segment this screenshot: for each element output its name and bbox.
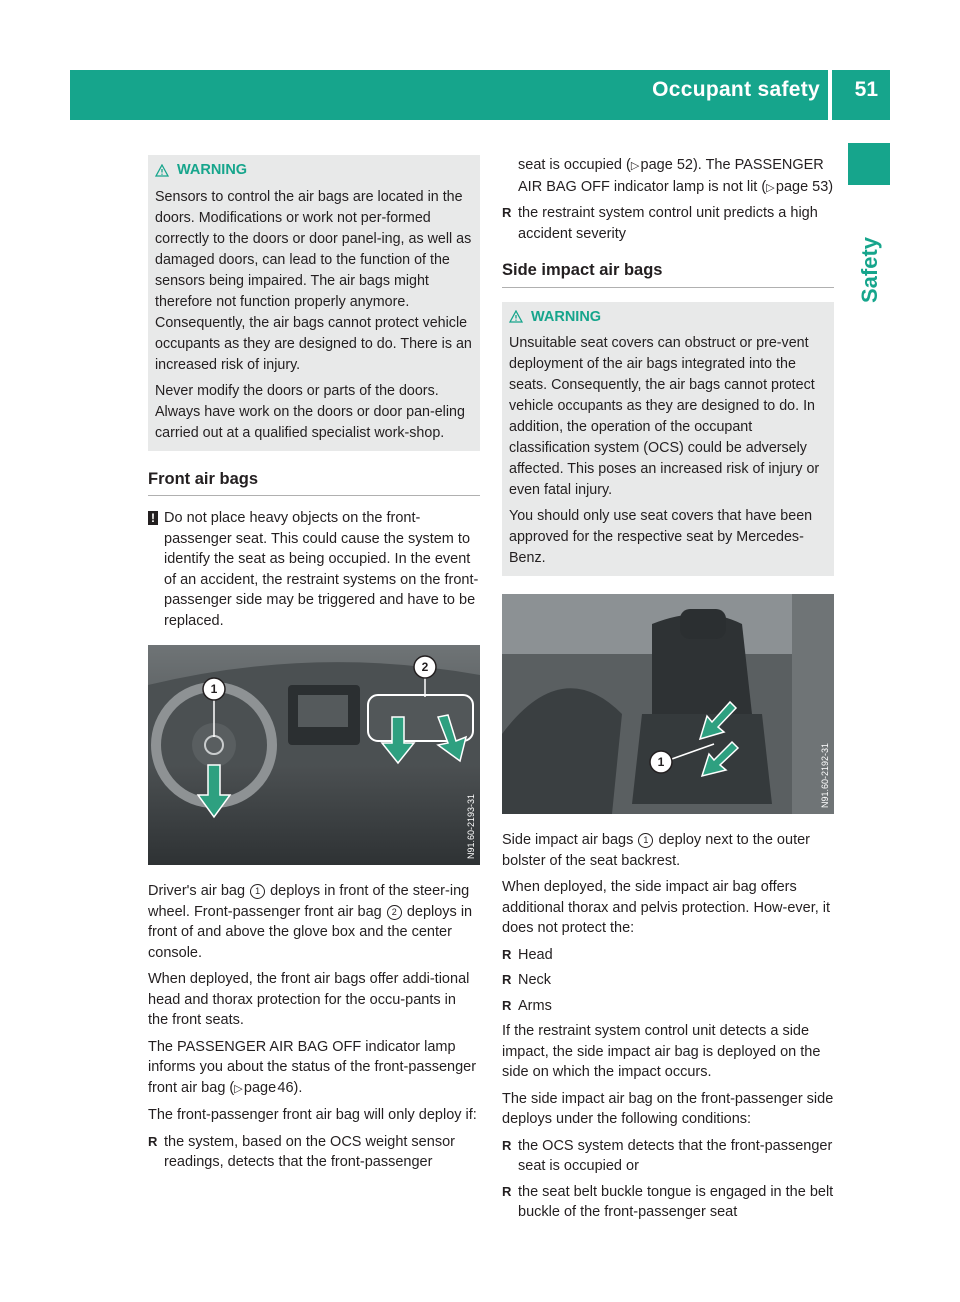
- callout-1: 1: [657, 755, 665, 769]
- page-ref-arrow-icon: ▷: [766, 181, 775, 194]
- list-item: R the system, based on the OCS weight sensor readings, detects that the front-passenger: [148, 1132, 480, 1173]
- warning-box-doors: [148, 155, 480, 451]
- side-tab-label: Safety: [857, 236, 882, 304]
- warning-text: Sensors to control the air bags are located in the doors. Modifications or work not per-formed correctly to the doors or door panel-ing, as well as damaged doors, can lead to the function of the sensors being impaired. The air bags might therefore not function properly anymore. Consequently, the air bags cannot protect vehicle occupants as they are designed to do. There is an increased risk of injury.: [155, 188, 472, 373]
- callout-ref: 2: [387, 905, 402, 920]
- figure-side-air-bag: [502, 594, 834, 814]
- callout-2: 2: [421, 660, 429, 674]
- figure-code: N91.60-2192-31: [820, 742, 830, 808]
- warning-box-seat-covers: [502, 302, 834, 577]
- header-divider: [828, 70, 832, 120]
- list-item: R the OCS system detects that the front-passenger seat is occupied or: [502, 1136, 834, 1177]
- side-marker: [848, 143, 890, 185]
- note-heavy-objects: ! Do not place heavy objects on the front-passenger seat. This could cause the system to identify the seat as being occupied. In the event of an accident, the restraint systems on the front-passenger side may be triggered and have to be replaced.: [148, 508, 480, 631]
- paragraph: The PASSENGER AIR BAG OFF indicator lamp informs you about the status of the front-passenger front air bag (▷ page 46).: [148, 1038, 477, 1096]
- warning-triangle-icon: [509, 310, 523, 323]
- callout-ref: 1: [638, 833, 653, 848]
- left-column: [148, 155, 480, 1178]
- list-item: R the seat belt buckle tongue is engaged in the belt buckle of the front-passenger seat: [502, 1182, 834, 1223]
- warning-text: Never modify the doors or parts of the doors. Always have work on the doors or door pan-eling carried out at a qualified specialist work-shop.: [155, 382, 465, 441]
- list-item-continued: seat is occupied (▷ page 52). The PASSENGER AIR BAG OFF indicator lamp is not lit (▷ page 53): [518, 157, 834, 195]
- page-number: 51: [854, 78, 878, 101]
- page-ref-arrow-icon: ▷: [630, 160, 640, 172]
- paragraph: If the restraint system control unit detects a side impact, the side impact air bag is deployed on the side on which the impact occurs.: [502, 1023, 821, 1080]
- warning-title: WARNING: [155, 160, 473, 181]
- right-column: [502, 155, 834, 1228]
- paragraph: Side impact air bags 1 deploy next to the outer bolster of the seat backrest.: [502, 832, 810, 869]
- exclamation-icon: !: [148, 511, 158, 525]
- header-bar: [70, 70, 890, 120]
- list-item: R Head: [502, 945, 834, 966]
- list-item: R Arms: [502, 996, 834, 1017]
- warning-text: Unsuitable seat covers can obstruct or pre-vent deployment of the air bags integrated into the seats. Consequently, the air bags cannot protect vehicle occupants as they are designed to do. In addition, the operation of the occupant classification system (OCS) could be adversely affected. This poses an increased risk of injury or even fatal injury.: [509, 335, 820, 498]
- page-ref-arrow-icon: ▷: [234, 1082, 243, 1095]
- callout-1: 1: [210, 682, 218, 696]
- warning-title: WARNING: [509, 307, 827, 328]
- warning-text: You should only use seat covers that have been approved for the respective seat by Mercedes-Benz.: [509, 508, 813, 566]
- paragraph: When deployed, the side impact air bag offers additional thorax and pelvis protection. How-ever, it does not protect the:: [502, 879, 831, 936]
- figure-dashboard: [148, 645, 480, 865]
- side-tab[interactable]: [850, 200, 890, 340]
- section-title: Occupant safety: [652, 78, 820, 101]
- page-ref-link[interactable]: page 52: [640, 157, 693, 173]
- callout-ref: 1: [250, 884, 265, 899]
- warning-triangle-icon: [155, 164, 169, 177]
- heading-side-impact-air-bags: Side impact air bags: [502, 260, 834, 288]
- list-item: R Neck: [502, 970, 834, 991]
- paragraph: The side impact air bag on the front-passenger side deploys under the following conditions:: [502, 1090, 834, 1127]
- heading-front-air-bags: Front air bags: [148, 469, 480, 497]
- list-item: R the restraint system control unit predicts a high accident severity: [502, 203, 834, 244]
- paragraph: When deployed, the front air bags offer addi-tional head and thorax protection for the occu-pants in the front seats.: [148, 971, 470, 1028]
- page-ref-number[interactable]: 46: [277, 1079, 294, 1096]
- figure-code: N91.60-2193-31: [466, 793, 476, 859]
- page-ref-link[interactable]: page 53: [775, 178, 829, 195]
- paragraph: Driver's air bag 1 deploys in front of the steer-ing wheel. Front-passenger front air bag 2 deploys in front of and above the glove box and the center console.: [148, 883, 473, 961]
- paragraph: The front-passenger front air bag will only deploy if:: [148, 1107, 477, 1123]
